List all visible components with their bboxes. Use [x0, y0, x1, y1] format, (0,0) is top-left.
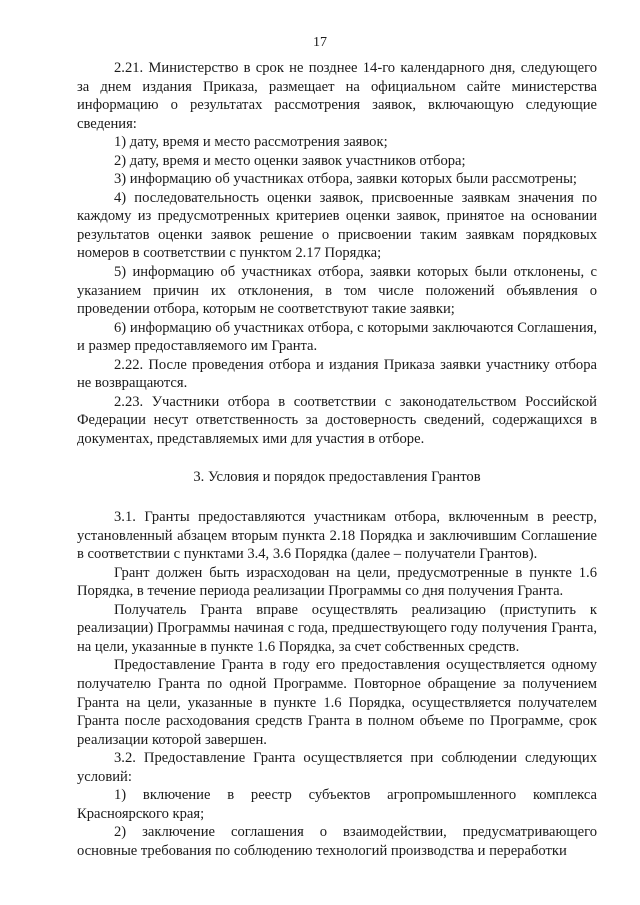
page-number: 17: [313, 35, 327, 50]
paragraph-2-22: 2.22. После проведения отбора и издания Приказа заявки участнику отбора не возвращаются.: [77, 356, 597, 392]
list-item-1: 1) дату, время и место рассмотрения заявок;: [114, 134, 388, 151]
list-item-4: 4) последовательность оценки заявок, присвоенные заявкам значения по каждому из предусмотренных критериев оценки заявок, принятое на основании результатов оценки заявок решение о присвоении таким заявкам порядковых номеров в соответствии с пунктом 2.17 Порядка;: [77, 189, 597, 262]
document-body: [77, 59, 597, 860]
paragraph-3-1: 3.1. Гранты предоставляются участникам отбора, включенным в реестр, установленный абзацем вторым пункта 2.18 Порядка и заключившим Соглашение в соответствии с пунктами 3.4, 3.6 Порядка (далее – получатели Грантов).: [77, 509, 597, 563]
paragraph-grant-provision: Предоставление Гранта в году его предоставления осуществляется одному получателю Гранта по одной Программе. Повторное обращение за получением Гранта на цели, указанные в пункте 1.6 Порядка, осуществляется получателем Гранта после расходования средств Гранта в полном объеме по Программе, срок реализации которой завершен.: [77, 657, 597, 748]
section-heading: 3. Условия и порядок предоставления Грантов: [193, 469, 481, 486]
list-item-2: 2) дату, время и место оценки заявок участников отбора;: [114, 152, 466, 169]
paragraph-grant-use: Грант должен быть израсходован на цели, предусмотренные в пункте 1.6 Порядка, в течение периода реализации Программы со дня получения Гранта.: [77, 564, 597, 600]
list-item-6: 6) информацию об участниках отбора, с которыми заключаются Соглашения, и размер предоставляемого им Гранта.: [77, 319, 597, 355]
paragraph-3-2: 3.2. Предоставление Гранта осуществляется при соблюдении следующих условий:: [77, 750, 597, 785]
condition-item-2: 2) заключение соглашения о взаимодействии, предусматривающего основные требования по соблюдению технологий производства и переработки: [77, 824, 597, 859]
paragraph-grant-implementation: Получатель Гранта вправе осуществлять реализацию (приступить к реализации) Программы начиная с года, предшествующего году получения Гранта, на цели, указанные в пункте 1.6 Порядка, за счет собственных средств.: [77, 601, 597, 655]
list-item-5: 5) информацию об участниках отбора, заявки которых были отклонены, с указанием причин их отклонения, в том числе положений объявления о проведении отбора, которым не соответствуют такие заявки;: [77, 264, 597, 318]
paragraph-2-21: 2.21. Министерство в срок не позднее 14-го календарного дня, следующего за днем издания Приказа, размещает на официальном сайте министерства информацию о результатах рассмотрения заявок, включающую следующие сведения:: [77, 60, 597, 132]
paragraph-2-23: 2.23. Участники отбора в соответствии с законодательством Российской Федерации несут ответственность за достоверность сведений, содержащихся в документах, представляемых ими для участия в отборе.: [77, 393, 597, 447]
list-item-3: 3) информацию об участниках отбора, заявки которых были рассмотрены;: [114, 171, 577, 188]
condition-item-1: 1) включение в реестр субъектов агропромышленного комплекса Красноярского края;: [77, 787, 597, 822]
